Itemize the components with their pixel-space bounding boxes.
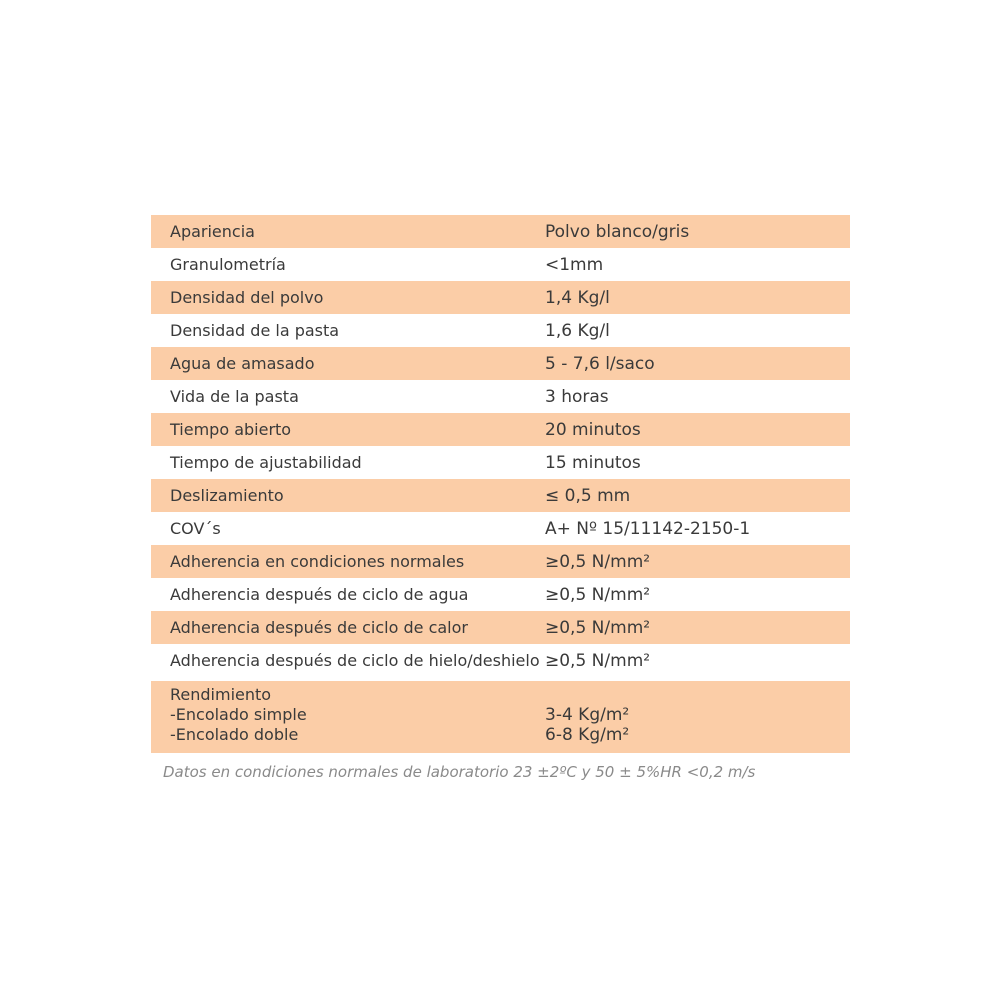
row-value: 1,4 Kg/l [545,287,610,308]
row-label: Tiempo abierto [170,420,292,439]
table-row-densidad-polvo [151,281,850,314]
table-row-covs [151,512,850,545]
row-label: Tiempo de ajustabilidad [170,453,362,472]
yield-double-value: 6-8 Kg/m² [545,725,630,745]
table-row-granulometria [151,248,850,281]
footnote: Datos en condiciones normales de laboratorio 23 ±2ºC y 50 ± 5%HR <0,2 m/s [163,763,756,781]
technical-data-table [151,215,850,753]
row-value: 15 minutos [545,452,641,473]
table-row-tiempo-abierto [151,413,850,446]
yield-double-label: -Encolado doble [170,725,299,744]
row-value: A+ Nº 15/11142-2150-1 [545,518,751,539]
table-row-deslizamiento [151,479,850,512]
row-value: Polvo blanco/gris [545,221,690,242]
row-label: Granulometría [170,255,286,274]
table-row-apariencia [151,215,850,248]
row-label: COV´s [170,519,221,538]
row-label: Adherencia después de ciclo de calor [170,618,468,637]
table-row-adherencia-normales [151,545,850,578]
table-row-tiempo-ajustabilidad [151,446,850,479]
row-value: ≤ 0,5 mm [545,485,631,506]
table-row-densidad-pasta [151,314,850,347]
table-row-adherencia-agua [151,578,850,611]
yield-title: Rendimiento [170,685,272,704]
row-value: ≥0,5 N/mm² [545,584,651,605]
row-value: ≥0,5 N/mm² [545,617,651,638]
row-label: Adherencia después de ciclo de hielo/deshielo [170,651,540,670]
yield-labels [170,685,307,745]
row-value: 20 minutos [545,419,641,440]
row-value: <1mm [545,254,604,275]
row-value: ≥0,5 N/mm² [545,551,651,572]
row-value: 3 horas [545,386,609,407]
row-label: Adherencia en condiciones normales [170,552,465,571]
row-label: Vida de la pasta [170,387,299,406]
table-row-adherencia-hielo [151,644,850,677]
row-label: Densidad del polvo [170,288,324,307]
yield-simple-label: -Encolado simple [170,705,307,724]
yield-simple-value: 3-4 Kg/m² [545,705,630,725]
table-row-rendimiento [151,681,850,753]
table-row-vida-pasta [151,380,850,413]
row-label: Deslizamiento [170,486,284,505]
table-row-agua-amasado [151,347,850,380]
row-value: 5 - 7,6 l/saco [545,353,655,374]
row-label: Densidad de la pasta [170,321,340,340]
table-row-adherencia-calor [151,611,850,644]
row-label: Apariencia [170,222,255,241]
row-label: Adherencia después de ciclo de agua [170,585,469,604]
row-value: 1,6 Kg/l [545,320,610,341]
row-label: Agua de amasado [170,354,315,373]
row-value: ≥0,5 N/mm² [545,650,651,671]
yield-values [545,705,629,745]
